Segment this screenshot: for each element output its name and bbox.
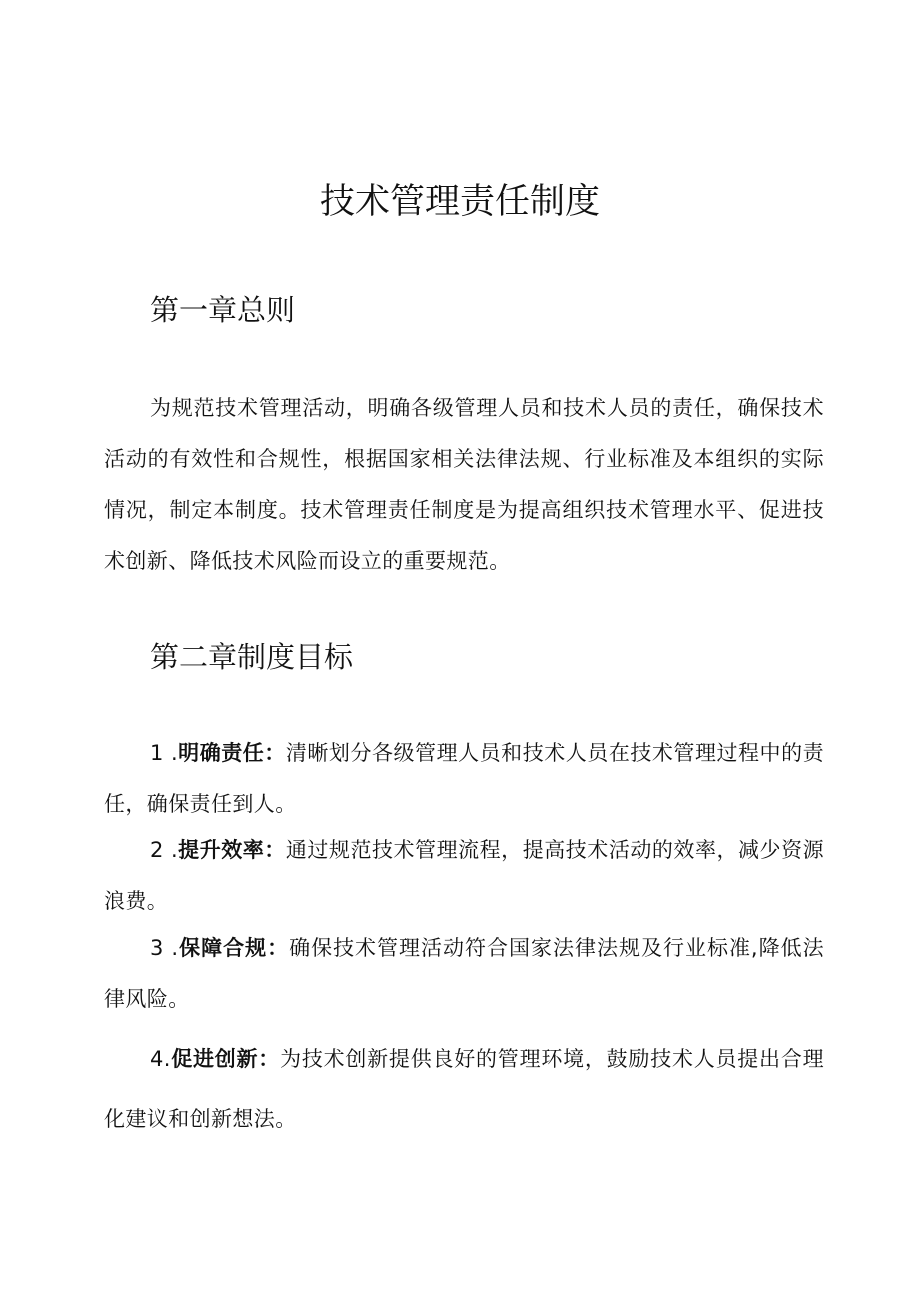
goal-number: 4. xyxy=(150,1047,171,1071)
goal-term: 保障合规： xyxy=(178,936,290,960)
goal-number: 3 . xyxy=(150,936,179,960)
chapter-1-heading: 第一章总则 xyxy=(150,293,296,327)
goal-text: 清晰划分各级管理人员和技术人员在技术管理过程中的责任，确保责任到人。 xyxy=(104,741,824,816)
goal-item xyxy=(104,728,824,830)
goal-term: 促进创新： xyxy=(170,1047,281,1071)
goal-text: 通过规范技术管理流程，提高技术活动的效率，减少资源浪费。 xyxy=(104,838,824,913)
goal-text: 确保技术管理活动符合国家法律法规及行业标准,降低法律风险。 xyxy=(104,936,824,1011)
goal-item xyxy=(104,1029,824,1149)
document-title: 技术管理责任制度 xyxy=(319,182,600,222)
goal-item xyxy=(104,825,824,927)
goal-term: 明确责任： xyxy=(178,741,286,765)
goal-item xyxy=(104,923,824,1025)
goal-number: 1 . xyxy=(150,741,179,765)
chapter-2-heading: 第二章制度目标 xyxy=(150,640,354,674)
goal-term: 提升效率： xyxy=(178,838,286,862)
chapter-1-paragraph: 为规范技术管理活动，明确各级管理人员和技术人员的责任，确保技术活动的有效性和合规性，根据国家相关法律法规、行业标准及本组织的实际情况，制定本制度。技术管理责任制度是为提高组织技术管理水平、促进技术创新、降低技术风险而设立的重要规范。 xyxy=(104,396,824,573)
goal-number: 2 . xyxy=(150,838,179,862)
goal-text: 为技术创新提供良好的管理环境，鼓励技术人员提出合理化建议和创新想法。 xyxy=(104,1047,825,1131)
